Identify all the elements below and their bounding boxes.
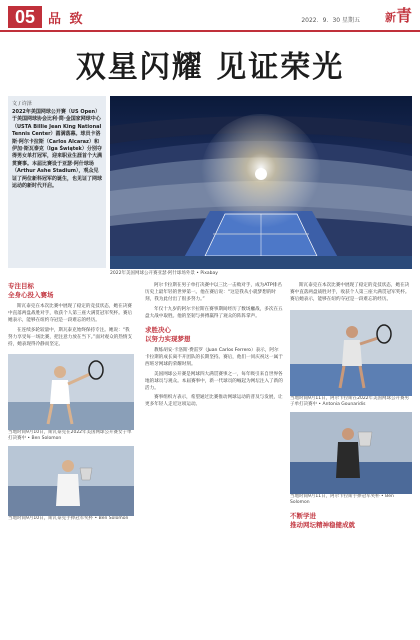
alcaraz-trophy-illustration bbox=[290, 412, 412, 494]
page-number: 05 bbox=[8, 6, 42, 28]
section3-paragraph-2: 赛事组织方表示，希望通过比赛推动网球运动的普及与发展，让更多年轻人走近这项运动。 bbox=[145, 395, 283, 408]
intro-box bbox=[8, 96, 106, 268]
logo-prefix: 新 bbox=[384, 11, 396, 24]
section1-title: 专注目标 全身心投入赛场 bbox=[8, 282, 54, 299]
hero-photo bbox=[110, 96, 412, 269]
photo-caption-3: 当地时间9月11日，阿尔卡拉斯在2022年美国网球公开赛男子单打决赛中 • Antonia Gounaridis bbox=[290, 395, 410, 407]
column-left bbox=[8, 282, 134, 522]
section2-paragraph-2: 年仅十九岁的阿尔卡拉斯在赛事期间经历了数场鏖战，多次在五盘大战中取胜。他的坚韧与拼搏赢得了观众的阵阵掌声。 bbox=[145, 306, 283, 319]
swiatek-trophy-photo bbox=[8, 446, 134, 516]
section2-title: 求胜决心 以努力实现梦想 bbox=[145, 326, 191, 344]
newspaper-logo bbox=[385, 3, 412, 26]
column-right bbox=[290, 282, 412, 530]
right-column-paragraph: 斯瓦泰克在本次比赛中展现了稳定的竞技状态，她在决赛中直落两盘战胜对手，收获个人第三座大满贯冠军奖杯。赛后她表示，能够在纽约夺冠是一段难忘的经历。 bbox=[290, 283, 410, 303]
player-illustration bbox=[8, 354, 134, 430]
alcaraz-trophy-photo bbox=[290, 412, 412, 494]
section3-title: 不断学进 推动网坛精神稳健成就 bbox=[290, 511, 355, 529]
section2-lead-paragraph: 阿尔卡拉斯在男子单打决赛中以三比一击败对手，成为ATP排名历史上最年轻的世界第一。他在赛后说：“这是我从小就梦想的时刻，我为此付出了很多努力。” bbox=[145, 283, 282, 303]
logo-main: 青 bbox=[395, 6, 412, 25]
photo-caption-4: 当地时间9月11日，阿尔卡拉斯手捧冠军奖杯 • Ben Solomon bbox=[290, 493, 394, 505]
issue-date: 2022．9．30 星期五 bbox=[301, 17, 360, 24]
alcaraz-match-photo bbox=[290, 310, 412, 396]
stadium-illustration bbox=[110, 96, 412, 269]
headline: 双星闪耀 见证荣光 bbox=[75, 50, 345, 85]
swiatek-match-photo bbox=[8, 354, 134, 430]
section-title: 品 致 bbox=[48, 12, 85, 27]
alcaraz-illustration bbox=[290, 310, 412, 396]
trophy-illustration bbox=[8, 446, 134, 516]
section1-paragraph-1: 斯瓦泰克在本次比赛中展现了稳定的竞技状态，她在决赛中直落两盘战胜对手，收获个人第三座大满贯冠军奖杯。赛后她表示，能够在纽约夺冠是一段难忘的经历。 bbox=[8, 304, 133, 324]
column-middle bbox=[145, 282, 283, 409]
photo-caption-1: 当地时间9月10日，斯瓦泰克在2022年美国网球公开赛女子单打决赛中 • Ben Solomon bbox=[8, 430, 132, 442]
header-rule bbox=[0, 30, 420, 32]
hero-caption: 2022年美国网球公开赛亚瑟·阿什球场外景 • Pixabay bbox=[110, 271, 218, 276]
section2-paragraph-3: 教练胡安·卡洛斯·费雷罗（Juan Carlos Ferrero）表示，阿尔卡拉斯的成长离不开团队的长期坚持。赛后，他们一同庆祝这一属于西班牙网球的荣耀时刻。 bbox=[145, 348, 283, 368]
intro-text: 2022年美国网球公开赛（US Open）于美国网球协会比利·简·金国家网球中心（USTA Billie Jean King National Tennis Center）圆满落幕。球员卡洛斯·阿尔卡拉斯（Carlos Alcaraz）和伊加·斯瓦泰克（Iga Świątek）分别夺得男女单打冠军，迎来职业生涯首个大满贯赛事。本届比赛设于亚瑟·阿什球场（Arthur Ashe Stadium），观众见证了两位新科冠军的诞生，也见证了网球运动的新时代开启。 bbox=[12, 109, 103, 190]
section1-paragraph-2: 在连续多轮较量中，斯瓦泰克始终保持专注。她说：“我努力享受每一场比赛，把注意力放在当下。”面对观众的热情支持，她表现得冷静而坚定。 bbox=[8, 327, 133, 348]
page-header bbox=[0, 0, 420, 34]
section3-paragraph-1: 美国网球公开赛是网球四大满贯赛事之一，每年吸引来自世界各地的球员与观众。本届赛事中，新一代球员的崛起为网坛注入了新的活力。 bbox=[145, 371, 283, 392]
photo-caption-2: 当地时间9月10日，斯瓦泰克手捧冠军奖杯 • Ben Solomon bbox=[8, 516, 129, 522]
author-byline: 文 / 许泽 bbox=[12, 101, 32, 107]
